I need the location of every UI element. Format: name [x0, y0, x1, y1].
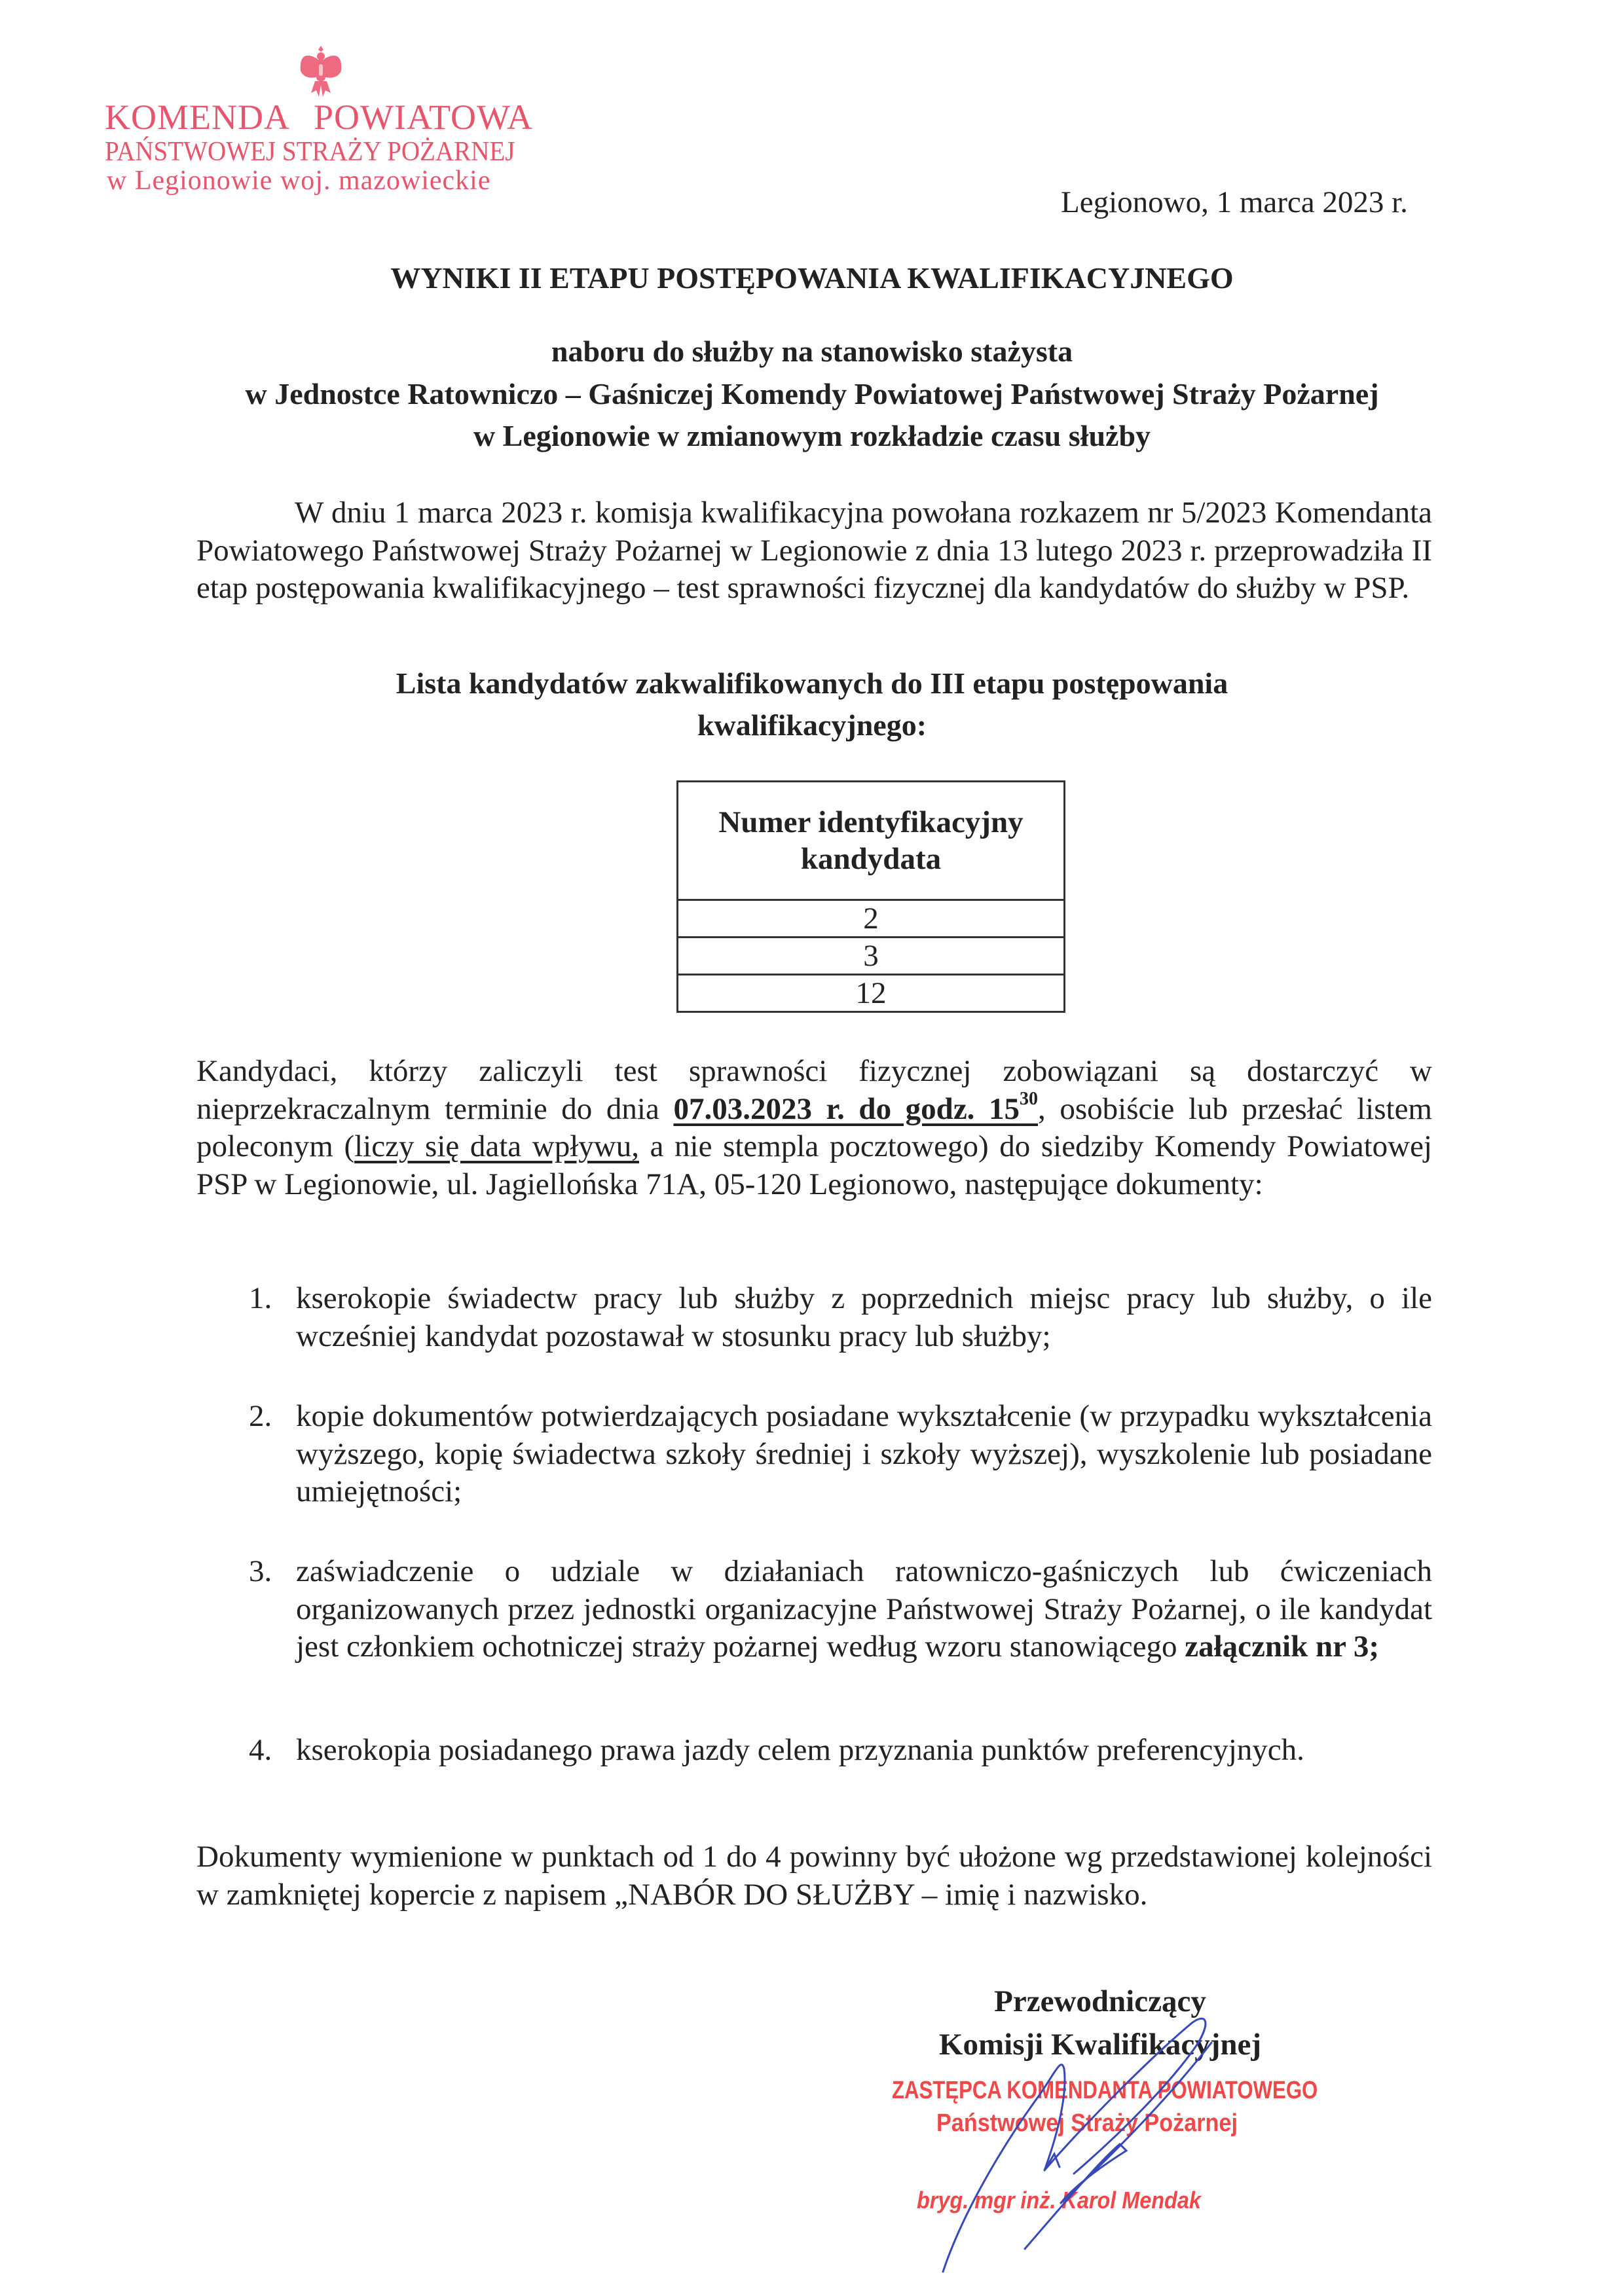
- letterhead-line-2: PAŃSTWOWEJ STRAŻY POŻARNEJ: [105, 137, 515, 167]
- column-header-line-2: kandydata: [800, 842, 942, 876]
- deadline-minutes: 30: [1020, 1088, 1039, 1109]
- candidate-id-cell: 3: [678, 938, 1065, 975]
- letterhead-line-1: [105, 97, 533, 137]
- qualified-list-heading-line-1: Lista kandydatów zakwalifikowanych do III etapu postępowania: [396, 666, 1228, 700]
- list-item: [249, 1732, 1432, 1770]
- list-item: [249, 1280, 1432, 1355]
- candidates-table: [676, 780, 1065, 1013]
- list-item-number: 2.: [249, 1399, 272, 1433]
- document-date: Legionowo, 1 marca 2023 r.: [1061, 185, 1408, 219]
- table-row: [678, 975, 1065, 1012]
- table-row: [678, 900, 1065, 938]
- subtitle-line-3: w Legionowie w zmianowym rozkładzie czasu służby: [473, 419, 1151, 452]
- deadline-date: 07.03.2023 r. do godz. 15: [673, 1091, 1020, 1126]
- subtitle-line-1: naboru do służby na stanowisko stażysta: [551, 335, 1073, 368]
- list-item-text: kserokopia posiadanego prawa jazdy celem przyznania punktów preferencyjnych.: [296, 1733, 1304, 1767]
- official-stamp-name: bryg. mgr inż. Karol Mendak: [917, 2187, 1201, 2214]
- column-header-candidate-id: [678, 782, 1065, 900]
- table-header-row: [678, 782, 1065, 900]
- deadline: [673, 1088, 1039, 1126]
- signatory-role-line-2: Komisji Kwalifikacyjnej: [938, 2028, 1262, 2062]
- letterhead-powiatowa: POWIATOWA: [314, 98, 533, 137]
- instructions-text-1: Kandydaci, którzy zaliczyli test sprawności fizycznej zobowiązani są dostarczyć w nieprzekraczalnym terminie do dnia: [196, 1054, 1432, 1126]
- handwritten-signature: [904, 2003, 1323, 2278]
- official-stamp-line-1: ZASTĘPCA KOMENDANTA POWIATOWEGO: [892, 2077, 1318, 2104]
- signatory-role-line-1: Przewodniczący: [994, 1984, 1206, 2018]
- list-item-text-main: zaświadczenie o udziale w działaniach ratowniczo-gaśniczych lub ćwiczeniach organizowanych przez jednostki organizacyjne Państwowej Straży Pożarnej, o ile kandydat jest członkiem ochotniczej straży pożarnej według wzoru stanowiącego: [296, 1554, 1432, 1664]
- letterhead-komenda: KOMENDA: [105, 98, 290, 137]
- list-item-text: kserokopie świadectw pracy lub służby z poprzednich miejsc pracy lub służby, o ile wcześniej kandydat pozostawał w stosunku pracy lub służby;: [296, 1281, 1432, 1353]
- letterhead-line-3: w Legionowie woj. mazowieckie: [107, 166, 491, 196]
- instructions-text-2: , osobiście lub przesłać listem poleconym (: [196, 1091, 1432, 1163]
- list-item-number: 4.: [249, 1733, 272, 1767]
- intro-paragraph: W dniu 1 marca 2023 r. komisja kwalifikacyjna powołana rozkazem nr 5/2023 Komendanta Powiatowego Państwowej Straży Pożarnej w Legionowie z dnia 13 lutego 2023 r. przeprowadziła II etap postępowania kwalifikacyjnego – test sprawności fizycznej dla kandydatów do służby w PSP.: [196, 496, 1432, 605]
- document-title: WYNIKI II ETAPU POSTĘPOWANIA KWALIFIKACYJNEGO: [390, 261, 1234, 295]
- instructions-text-3: a nie stempla pocztowego) do siedziby Komendy Powiatowej PSP w Legionowie, ul. Jagiellońska 71A, 05-120 Legionowo, następujące dokumenty:: [196, 1129, 1432, 1201]
- list-item-number: 3.: [249, 1554, 272, 1588]
- attachment-reference: załącznik nr 3;: [1185, 1630, 1380, 1664]
- closing-paragraph: Dokumenty wymienione w punktach od 1 do 4 powinny być ułożone wg przedstawionej kolejności w zamkniętej kopercie z napisem „NABÓR DO SŁUŻBY – imię i nazwisko.: [196, 1840, 1432, 1912]
- official-stamp-line-2: Państwowej Straży Pożarnej: [936, 2109, 1238, 2137]
- receipt-date-note: liczy się data wpływu,: [354, 1129, 639, 1163]
- list-item: [249, 1553, 1432, 1666]
- list-item-text: kopie dokumentów potwierdzających posiadane wykształcenie (w przypadku wykształcenia wyższego, kopię świadectwa szkoły średniej i szkoły wyższej), wyszkolenie lub posiadane umiejętności;: [296, 1399, 1432, 1508]
- table-row: [678, 938, 1065, 975]
- qualified-list-heading-line-2: kwalifikacyjnego:: [697, 708, 927, 742]
- list-item: [249, 1398, 1432, 1511]
- candidate-id-cell: 12: [678, 975, 1065, 1012]
- column-header-line-1: Numer identyfikacyjny: [718, 805, 1024, 839]
- polish-eagle-icon: [298, 45, 344, 98]
- subtitle-line-2: w Jednostce Ratowniczo – Gaśniczej Komendy Powiatowej Państwowej Straży Pożarnej: [245, 377, 1379, 410]
- list-item-number: 1.: [249, 1281, 272, 1315]
- qualified-list-heading: [0, 663, 1624, 746]
- candidate-id-cell: 2: [678, 900, 1065, 938]
- list-item-text: [296, 1553, 1432, 1666]
- instructions-paragraph: [196, 1053, 1432, 1203]
